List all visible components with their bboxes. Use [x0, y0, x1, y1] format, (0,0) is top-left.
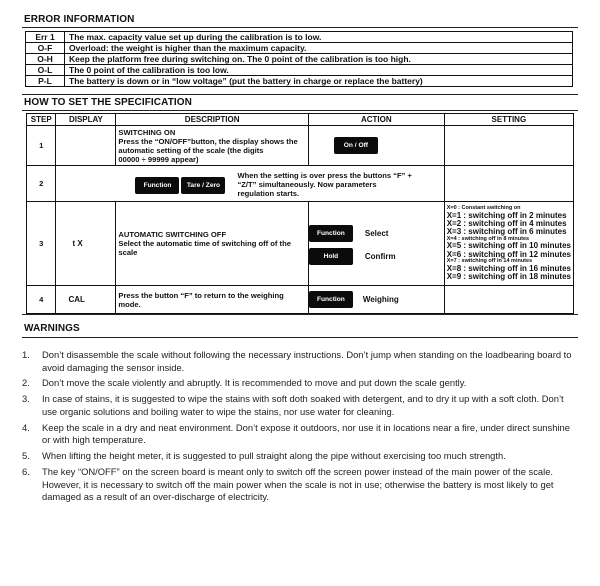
item-number: 3. — [22, 393, 30, 405]
warnings-top-rule — [22, 314, 578, 315]
table-row — [27, 166, 574, 202]
action-label: Confirm — [364, 251, 396, 261]
column-header: DISPLAY — [56, 114, 116, 126]
item-text: Don’t disassemble the scale without following the necessary instructions. Don’t jump when standing on the loadbearing board to avoid damaging the sensor inside. — [42, 349, 572, 373]
setting-line: X=1 : switching off in 2 minutes — [446, 210, 567, 220]
setting-cell — [444, 202, 573, 286]
instruction-text: When the setting is over press the buttons “F” + “Z/T” simultaneously. Now parameters — [237, 170, 412, 189]
error-desc: Keep the platform free during switching on. The 0 point of the calibration is too high. — [65, 54, 573, 65]
description-title: SWITCHING ON — [118, 127, 176, 137]
setting-cell — [444, 126, 573, 166]
function-button[interactable]: Function — [309, 225, 353, 242]
warnings-rule — [22, 337, 578, 338]
error-desc: The battery is down or in “low voltage” (put the battery in charge or replace the battery) — [65, 76, 573, 87]
action-label: Weighing — [362, 295, 399, 304]
item-text: The key “ON/OFF” on the screen board is meant only to switch off the screen power instead of the main power of the scale. However, it is necessary to switch off the main power when the scale is not in use; otherwise the battery is most likely to get damaged as a result of an over-discharge of electricity. — [42, 465, 554, 503]
table-row — [27, 286, 574, 314]
error-code: O-F — [26, 43, 65, 54]
description-cell — [116, 202, 309, 286]
table-row — [26, 54, 573, 65]
tare-instruction-cell — [56, 166, 444, 202]
warnings-list — [22, 349, 580, 507]
list-item — [22, 377, 580, 390]
list-item — [22, 422, 580, 448]
error-info-bottom-rule — [22, 94, 578, 95]
error-table — [25, 31, 573, 87]
display-value: t X — [56, 202, 116, 286]
warnings-heading: WARNINGS — [24, 323, 80, 334]
step-number: 2 — [27, 166, 56, 202]
spec-table — [26, 113, 574, 314]
setting-line: X=7 : switching off in 14 minutes — [446, 257, 533, 264]
item-text: Keep the scale in a dry and neat environment. Don’t expose it outdoors, nor use it in locations near a fire, under direct sunshine or with high temperature. — [42, 421, 570, 446]
setting-line: X=6 : switching off in 12 minutes — [446, 249, 571, 259]
action-cell — [308, 126, 444, 166]
error-code: O-L — [26, 65, 65, 76]
column-header: SETTING — [444, 114, 573, 126]
item-text: When lifting the height meter, it is suggested to pull straight along the pipe without exercising too much strength. — [42, 450, 506, 462]
column-header: ACTION — [308, 114, 444, 126]
on-off-button[interactable]: On / Off — [334, 137, 378, 154]
description-title: AUTOMATIC SWITCHING OFF — [118, 230, 227, 239]
error-desc: Overload: the weight is higher than the maximum capacity. — [65, 43, 573, 54]
column-header: DESCRIPTION — [116, 114, 309, 126]
function-button[interactable]: Function — [309, 291, 353, 308]
setting-line: X=2 : switching off in 4 minutes — [446, 218, 567, 228]
list-item — [22, 450, 580, 463]
spec-rule — [22, 110, 578, 111]
action-label: Select — [364, 228, 389, 238]
setting-line: X=4 : switching off in 8 minutes — [446, 235, 530, 242]
item-text: In case of stains, it is suggested to wipe the stains with soft doth soaked with detergent, and to dry it up with a soft cloth. Don’t use organic solutions and boiling water to wipe the stains, nor use water for cleaning. — [42, 393, 564, 417]
table-row — [26, 32, 573, 43]
error-info-rule — [22, 27, 578, 28]
description-body: Press the “ON/OFF”button, the display shows the automatic setting of the scale (the digits — [118, 136, 298, 155]
setting-line: X=9 : switching off in 18 minutes — [446, 271, 571, 281]
spec-heading: HOW TO SET THE SPECIFICATION — [24, 97, 192, 108]
description-cell — [116, 126, 309, 166]
table-row — [26, 76, 573, 87]
function-button[interactable]: Function — [135, 177, 179, 194]
error-info-heading: ERROR INFORMATION — [24, 14, 135, 25]
setting-line: X=0 : Constant switching on — [446, 204, 521, 211]
setting-line: X=5 : switching off in 10 minutes — [446, 241, 571, 251]
instruction-tail: regulation starts. — [237, 188, 300, 198]
step-number: 4 — [27, 286, 56, 314]
item-number: 2. — [22, 377, 30, 389]
item-number: 6. — [22, 465, 30, 477]
table-row — [27, 202, 574, 286]
list-item — [22, 349, 580, 375]
setting-line: X=8 : switching off in 16 minutes — [446, 263, 571, 273]
item-text: Don’t move the scale violently and abruptly. It is recommended to move and put down the scale gently. — [42, 377, 467, 389]
error-desc: The 0 point of the calibration is too low. — [65, 65, 573, 76]
item-number: 4. — [22, 421, 30, 433]
error-code: P-L — [26, 76, 65, 87]
table-row — [26, 65, 573, 76]
hold-button[interactable]: Hold — [309, 248, 353, 265]
step-number: 1 — [27, 126, 56, 166]
table-row — [27, 126, 574, 166]
description-tail: 00000 ÷ 99999 appear) — [118, 154, 199, 164]
action-cell — [308, 286, 444, 314]
description-cell: Press the button “F” to return to the weighing mode. — [116, 286, 309, 314]
table-header-row — [27, 114, 574, 126]
setting-cell — [444, 286, 573, 314]
description-body: Select the automatic time of switching off of the scale — [118, 239, 291, 257]
list-item — [22, 466, 580, 504]
table-row — [26, 43, 573, 54]
tare-zero-button[interactable]: Tare / Zero — [181, 177, 225, 194]
list-item — [22, 393, 580, 419]
step-number: 3 — [27, 202, 56, 286]
display-cell — [56, 126, 116, 166]
error-code: O-H — [26, 54, 65, 65]
error-desc: The max. capacity value set up during the calibration is to low. — [65, 32, 573, 43]
column-header: STEP — [27, 114, 56, 126]
display-value: CAL — [56, 286, 116, 314]
action-cell — [308, 202, 444, 286]
item-number: 1. — [22, 349, 30, 360]
setting-cell — [444, 166, 573, 202]
setting-line: X=3 : switching off in 6 minutes — [446, 227, 567, 237]
item-number: 5. — [22, 450, 30, 462]
error-code: Err 1 — [26, 32, 65, 43]
